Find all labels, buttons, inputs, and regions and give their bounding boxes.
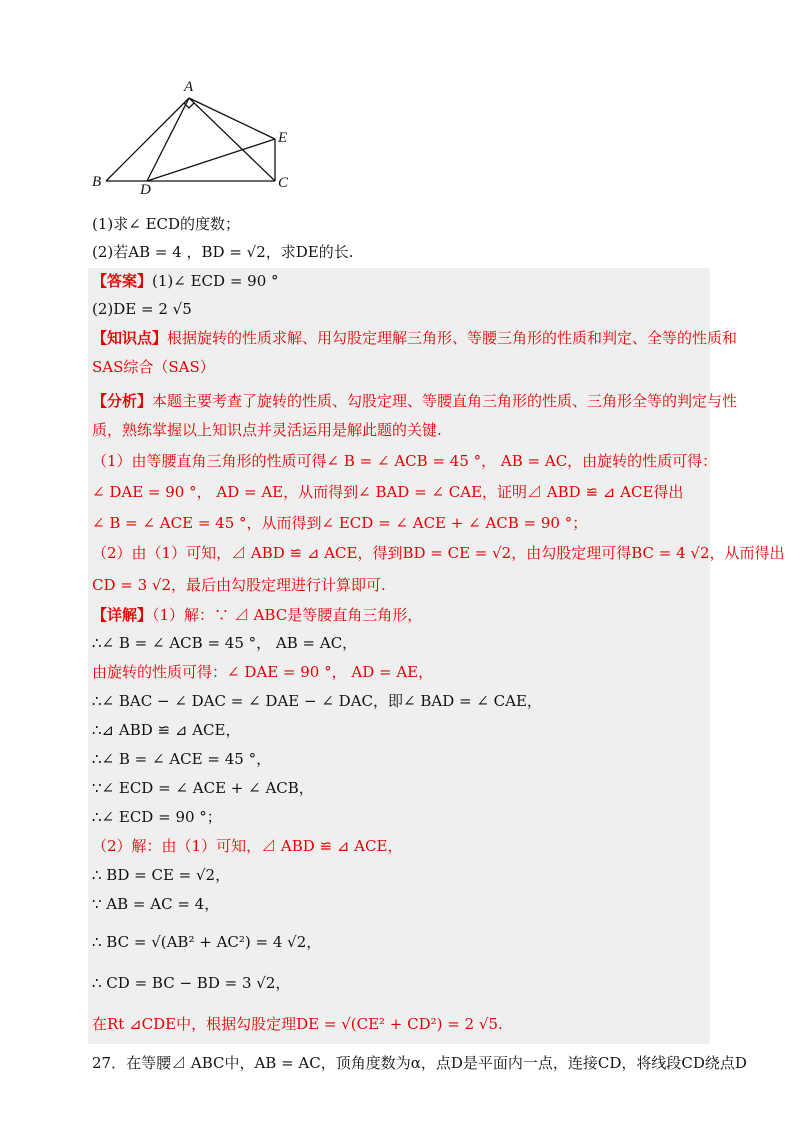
detail-step-7: ∵∠ ECD = ∠ ACE + ∠ ACB， bbox=[92, 779, 314, 797]
detail-line-1 bbox=[92, 604, 422, 626]
answer-line-1 bbox=[92, 270, 279, 292]
segment-ac bbox=[189, 98, 275, 181]
label-d: D bbox=[140, 182, 151, 198]
label-b: B bbox=[92, 174, 102, 190]
answer-1: (1)∠ ECD = 90 ° bbox=[152, 272, 279, 290]
segment-ad bbox=[147, 98, 189, 181]
analysis-p2-1: （2）由（1）可知，⊿ ABD ≌ ⊿ ACE，得到BD = CE = √2，由勾股定理可得BC = 4 √2，从而得出 bbox=[92, 544, 785, 562]
label-e: E bbox=[278, 130, 288, 146]
detail-step-5: ∴⊿ ABD ≌ ⊿ ACE， bbox=[92, 721, 241, 739]
label-c: C bbox=[278, 175, 289, 191]
geometry-figure bbox=[80, 74, 310, 198]
detail-step-1: （1）解：∵ ⊿ ABC是等腰直角三角形， bbox=[152, 606, 423, 624]
knowledge-tag: 【知识点】 bbox=[92, 329, 168, 347]
next-question: 27．在等腰⊿ ABC中，AB = AC，顶角度数为α，点D是平面内一点，连接CD，将线段CD绕点D bbox=[92, 1054, 747, 1072]
analysis-p2-2: CD = 3 √2，最后由勾股定理进行计算即可. bbox=[92, 576, 386, 594]
detail-step-4: ∴∠ BAC − ∠ DAC = ∠ DAE − ∠ DAC，即∠ BAD = ∠ CAE， bbox=[92, 692, 542, 710]
answer-panel bbox=[88, 268, 710, 1044]
analysis-p1-3: ∠ B = ∠ ACE = 45 °，从而得到∠ ECD = ∠ ACE + ∠ ACB = 90 °； bbox=[92, 514, 588, 532]
analysis-line-1 bbox=[92, 390, 737, 412]
detail-step-13: ∴ CD = BC − BD = 3 √2， bbox=[92, 974, 291, 992]
detail-step-12: ∴ BC = √(AB² + AC²) = 4 √2， bbox=[92, 933, 322, 951]
detail-step-11: ∵ AB = AC = 4， bbox=[92, 895, 220, 913]
analysis-text-1: 本题主要考查了旋转的性质、勾股定理、等腰直角三角形的性质、三角形全等的判定与性 bbox=[152, 392, 738, 410]
label-a: A bbox=[184, 79, 194, 95]
knowledge-line-1 bbox=[92, 327, 737, 349]
analysis-p1-1: （1）由等腰直角三角形的性质可得∠ B = ∠ ACB = 45 °， AB = AC，由旋转的性质可得： bbox=[92, 452, 718, 470]
analysis-text-2: 质，熟练掌握以上知识点并灵活运用是解此题的关键. bbox=[92, 421, 442, 439]
detail-step-9: （2）解：由（1）可知，⊿ ABD ≌ ⊿ ACE， bbox=[92, 837, 403, 855]
knowledge-text-2: SAS综合（SAS） bbox=[92, 358, 215, 376]
question-2: (2)若AB = 4 ，BD = √2，求DE的长. bbox=[92, 243, 354, 261]
question-1: (1)求∠ ECD的度数； bbox=[92, 215, 241, 233]
answer-tag: 【答案】 bbox=[92, 272, 153, 290]
detail-step-14: 在Rt ⊿CDE中，根据勾股定理DE = √(CE² + CD²) = 2 √5. bbox=[92, 1015, 503, 1033]
detail-tag: 【详解】 bbox=[92, 606, 153, 624]
triangle-diagram bbox=[80, 74, 310, 198]
detail-step-3: 由旋转的性质可得：∠ DAE = 90 °， AD = AE， bbox=[92, 663, 434, 681]
detail-step-8: ∴∠ ECD = 90 °； bbox=[92, 808, 222, 826]
analysis-tag: 【分析】 bbox=[92, 392, 153, 410]
analysis-p1-2: ∠ DAE = 90 °， AD = AE，从而得到∠ BAD = ∠ CAE，证明⊿ ABD ≌ ⊿ ACE得出 bbox=[92, 483, 684, 501]
knowledge-text-1: 根据旋转的性质求解、用勾股定理解三角形、等腰三角形的性质和判定、全等的性质和 bbox=[167, 329, 738, 347]
answer-2: (2)DE = 2 √5 bbox=[92, 300, 192, 318]
detail-step-6: ∴∠ B = ∠ ACE = 45 °， bbox=[92, 750, 272, 768]
segment-de bbox=[147, 139, 275, 181]
detail-step-10: ∴ BD = CE = √2， bbox=[92, 866, 231, 884]
segment-ab bbox=[106, 98, 189, 181]
detail-step-2: ∴∠ B = ∠ ACB = 45 °， AB = AC， bbox=[92, 634, 358, 652]
segment-ae bbox=[189, 98, 275, 139]
